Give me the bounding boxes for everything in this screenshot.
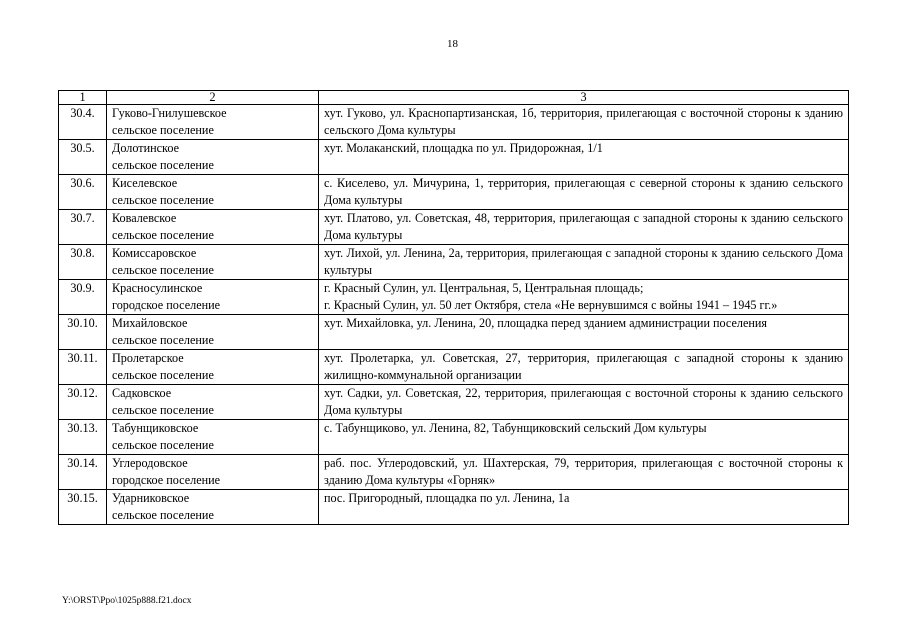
- location-text: хут. Гуково, ул. Краснопартизанская, 1б, территория, прилегающая с восточной стороны к зданию сельского Дома культуры: [324, 106, 843, 137]
- table-row: [59, 455, 849, 490]
- table-row: [59, 280, 849, 315]
- location-text: с. Киселево, ул. Мичурина, 1, территория, прилегающая с северной стороны к зданию сельского Дома культуры: [324, 176, 843, 207]
- settlement-name-cell: [107, 280, 319, 315]
- location-cell: [319, 105, 849, 140]
- settlement-name: Ковалевское: [112, 211, 177, 225]
- settlement-type: сельское поселение: [112, 228, 214, 242]
- row-number: 30.13.: [59, 420, 107, 455]
- settlement-type: сельское поселение: [112, 368, 214, 382]
- row-number: 30.4.: [59, 105, 107, 140]
- row-number: 30.15.: [59, 490, 107, 525]
- settlement-name-cell: [107, 315, 319, 350]
- table-row: [59, 315, 849, 350]
- location-text: хут. Лихой, ул. Ленина, 2а, территория, прилегающая с западной стороны к зданию сельского Дома культуры: [324, 246, 843, 277]
- row-number: 30.7.: [59, 210, 107, 245]
- table-row: [59, 490, 849, 525]
- location-text: хут. Садки, ул. Советская, 22, территория, прилегающая с восточной стороны к зданию сельского Дома культуры: [324, 386, 843, 417]
- table-row: [59, 210, 849, 245]
- table-row: [59, 140, 849, 175]
- location-cell: [319, 280, 849, 315]
- table-row: [59, 175, 849, 210]
- settlement-name-cell: [107, 455, 319, 490]
- settlement-type: сельское поселение: [112, 508, 214, 522]
- settlement-type: сельское поселение: [112, 193, 214, 207]
- row-number: 30.14.: [59, 455, 107, 490]
- row-number: 30.8.: [59, 245, 107, 280]
- location-cell: [319, 350, 849, 385]
- settlement-name: Пролетарское: [112, 351, 184, 365]
- settlement-name-cell: [107, 245, 319, 280]
- settlement-name: Гуково-Гнилушевское: [112, 106, 227, 120]
- settlement-type: сельское поселение: [112, 158, 214, 172]
- page-number: 18: [447, 38, 458, 50]
- settlement-name: Ударниковское: [112, 491, 190, 505]
- settlement-type: сельское поселение: [112, 123, 214, 137]
- table-row: [59, 350, 849, 385]
- location-cell: [319, 385, 849, 420]
- row-number: 30.5.: [59, 140, 107, 175]
- settlement-name-cell: [107, 490, 319, 525]
- settlement-name: Долотинское: [112, 141, 179, 155]
- location-text: пос. Пригородный, площадка по ул. Ленина, 1а: [324, 491, 570, 505]
- header-cell-2: 2: [107, 91, 319, 105]
- header-cell-1: 1: [59, 91, 107, 105]
- settlement-name-cell: [107, 210, 319, 245]
- location-text: хут. Платово, ул. Советская, 48, территория, прилегающая с западной стороны к зданию сельского Дома культуры: [324, 211, 843, 242]
- settlement-name: Углеродовское: [112, 456, 188, 470]
- location-text: г. Красный Сулин, ул. Центральная, 5, Центральная площадь;: [324, 281, 644, 295]
- settlement-name: Садковское: [112, 386, 172, 400]
- settlements-table: [58, 90, 849, 525]
- settlement-type: сельское поселение: [112, 333, 214, 347]
- location-cell: [319, 140, 849, 175]
- location-cell: [319, 210, 849, 245]
- location-cell: [319, 245, 849, 280]
- table-header-row: [59, 91, 849, 105]
- settlement-name-cell: [107, 105, 319, 140]
- location-cell: [319, 175, 849, 210]
- table-body: [59, 91, 849, 525]
- header-cell-3: 3: [319, 91, 849, 105]
- location-text: хут. Молаканский, площадка по ул. Придорожная, 1/1: [324, 141, 603, 155]
- location-cell: [319, 315, 849, 350]
- table-row: [59, 245, 849, 280]
- settlement-type: сельское поселение: [112, 438, 214, 452]
- location-text: г. Красный Сулин, ул. 50 лет Октября, стела «Не вернувшимся с войны 1941 – 1945 гг.»: [324, 298, 778, 312]
- settlement-name-cell: [107, 175, 319, 210]
- settlement-name: Табунщиковское: [112, 421, 199, 435]
- row-number: 30.9.: [59, 280, 107, 315]
- location-cell: [319, 420, 849, 455]
- location-text: с. Табунщиково, ул. Ленина, 82, Табунщиковский сельский Дом культуры: [324, 421, 707, 435]
- location-cell: [319, 455, 849, 490]
- footer-file-path: Y:\ORST\Ppo\1025p888.f21.docx: [62, 596, 192, 606]
- location-text: раб. пос. Углеродовский, ул. Шахтерская, 79, территория, прилегающая с восточной стороны к зданию Дома культуры «Горняк»: [324, 456, 843, 487]
- settlement-name-cell: [107, 140, 319, 175]
- location-cell: [319, 490, 849, 525]
- location-text: хут. Михайловка, ул. Ленина, 20, площадка перед зданием администрации поселения: [324, 316, 768, 330]
- settlement-name: Красносулинское: [112, 281, 203, 295]
- settlement-name: Комиссаровское: [112, 246, 197, 260]
- settlement-type: городское поселение: [112, 473, 221, 487]
- table-row: [59, 385, 849, 420]
- row-number: 30.10.: [59, 315, 107, 350]
- table-row: [59, 420, 849, 455]
- row-number: 30.6.: [59, 175, 107, 210]
- settlement-type: городское поселение: [112, 298, 221, 312]
- row-number: 30.12.: [59, 385, 107, 420]
- table-row: [59, 105, 849, 140]
- settlement-name: Михайловское: [112, 316, 188, 330]
- row-number: 30.11.: [59, 350, 107, 385]
- settlement-type: сельское поселение: [112, 403, 214, 417]
- settlement-type: сельское поселение: [112, 263, 214, 277]
- settlement-name: Киселевское: [112, 176, 178, 190]
- settlement-name-cell: [107, 420, 319, 455]
- location-text: хут. Пролетарка, ул. Советская, 27, территория, прилегающая с западной стороны к зданию жилищно-коммунальной организации: [324, 351, 843, 382]
- settlement-name-cell: [107, 385, 319, 420]
- settlement-name-cell: [107, 350, 319, 385]
